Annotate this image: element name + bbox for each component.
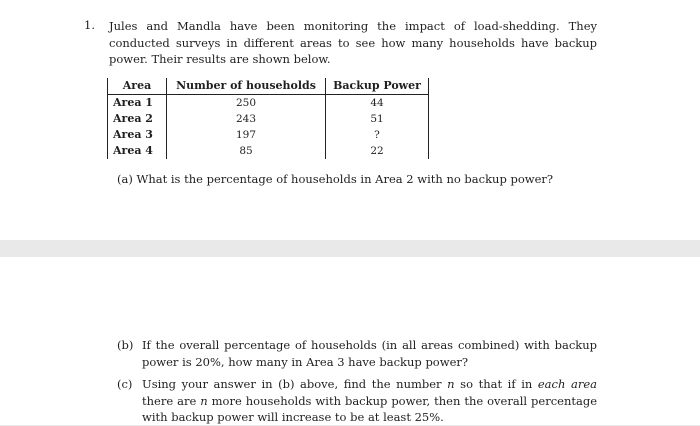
cell-backup: 51 (326, 111, 429, 127)
header-area: Area (108, 78, 167, 95)
part-c-text-1: Using your answer in (b) above, find the number (142, 377, 448, 391)
part-c (117, 376, 597, 426)
cell-backup: ? (326, 127, 429, 143)
part-c-label: (c) (117, 377, 133, 391)
part-c-text-2: so that if in (454, 377, 538, 391)
cell-area: Area 2 (108, 111, 167, 127)
table-row (108, 111, 429, 127)
cell-households: 197 (167, 127, 326, 143)
part-a-label: (a) (117, 172, 133, 186)
part-c-text-4: more households with backup power, then the overall percentage with backup power will increase to be at least 25%. (142, 393, 597, 424)
table-row (108, 95, 429, 112)
cell-households: 85 (167, 143, 326, 159)
question-intro: Jules and Mandla have been monitoring the impact of load-shedding. They conducted surveys in different areas to see how many households have backup power. Their results are shown below. (109, 19, 597, 66)
question-number: 1. (84, 18, 95, 32)
part-c-var-n-2: n (200, 393, 208, 408)
table-header-row (108, 78, 429, 95)
cell-households: 250 (167, 95, 326, 112)
part-c-text-3: there are (142, 393, 201, 408)
table-row (108, 143, 429, 159)
part-b (117, 337, 597, 370)
households-table (107, 78, 429, 159)
part-b-text: If the overall percentage of households (in all areas combined) with backup power is 20%, how many in Area 3 have backup power? (142, 338, 597, 369)
cell-backup: 44 (326, 95, 429, 112)
cell-backup: 22 (326, 143, 429, 159)
part-a (117, 172, 553, 186)
cell-households: 243 (167, 111, 326, 127)
part-c-var-n: n (447, 377, 455, 391)
header-backup-power: Backup Power (326, 78, 429, 95)
header-households: Number of households (167, 78, 326, 95)
part-a-text: What is the percentage of households in Area 2 with no backup power? (136, 172, 554, 186)
cell-area: Area 1 (108, 95, 167, 112)
part-c-text (142, 376, 597, 426)
cell-area: Area 3 (108, 127, 167, 143)
cell-area: Area 4 (108, 143, 167, 159)
table-row (108, 127, 429, 143)
part-b-label: (b) (117, 338, 134, 352)
part-c-emphasis: each area (537, 377, 597, 391)
